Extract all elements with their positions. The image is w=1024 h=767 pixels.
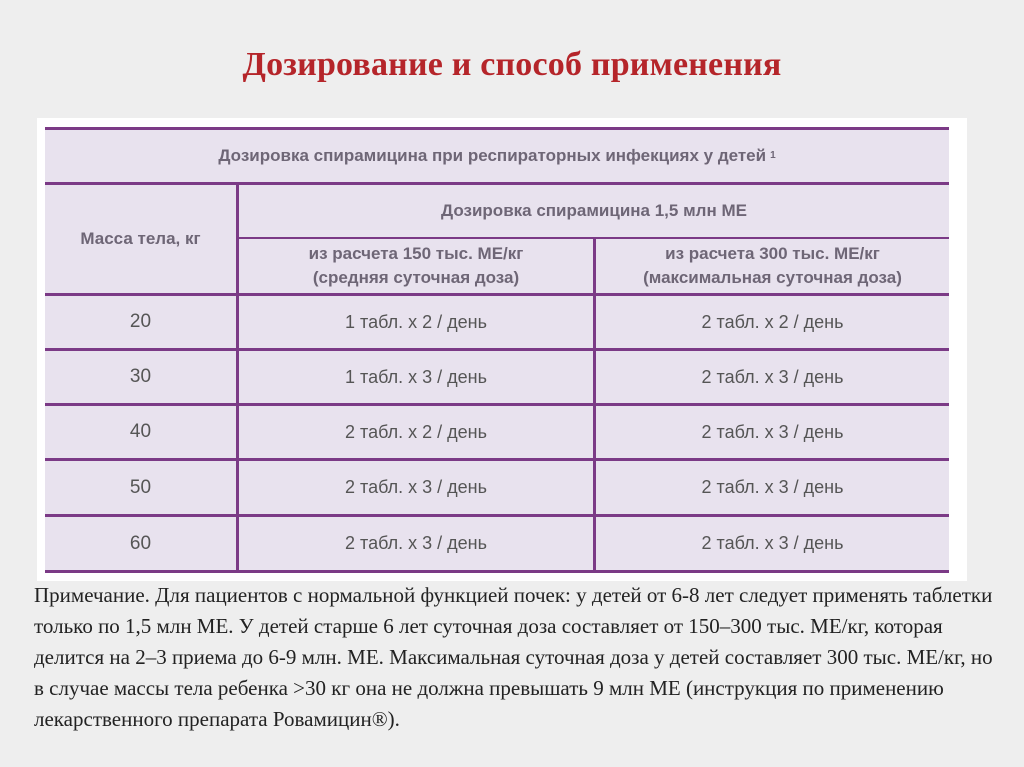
- table-caption: [45, 130, 949, 182]
- dose-300-column-header: [596, 239, 949, 293]
- caption-footnote-marker: 1: [770, 150, 776, 161]
- dose-300-cell: 2 табл. х 3 / день: [701, 533, 844, 553]
- table-border-bottom: [45, 570, 949, 573]
- weight-cell: 30: [129, 366, 152, 387]
- page-title: Дозирование и способ применения: [242, 46, 782, 83]
- dose-150-cell: 1 табл. х 3 / день: [345, 366, 487, 387]
- dose-300-cell: 2 табл. х 3 / день: [701, 366, 844, 387]
- dose-150-cell: 2 табл. х 2 / день: [345, 421, 487, 442]
- weight-cell: 50: [129, 476, 152, 498]
- dose-150-column-header: [239, 239, 593, 293]
- weight-column-header: Масса тела, кг: [80, 229, 201, 248]
- dose-300-cell: 2 табл. х 2 / день: [701, 311, 844, 332]
- note-text: Примечание. Для пациентов с нормальной функцией почек: у детей от 6-8 лет следует применять таблетки только по 1,5 млн МЕ. У детей старше 6 лет суточная доза составляет от 150–300 тыс. МЕ/кг, которая делится на 2–3 приема до 6-9 млн. МЕ. Максимальная суточная доза у детей составляет 300 тыс. МЕ/кг, но в случае массы тела ребенка >30 кг она не должна превышать 9 млн МЕ (инструкция по применению лекарственного препарата Ровамицин®).: [34, 583, 993, 731]
- dose-150-header-line2: (средняя суточная доза): [312, 268, 520, 287]
- dose-150-cell: 1 табл. х 2 / день: [345, 311, 487, 332]
- dose-150-cell: 2 табл. х 3 / день: [345, 477, 487, 497]
- dose-150-cell: 2 табл. х 3 / день: [345, 533, 487, 553]
- dose-150-header-line1: из расчета 150 тыс. МЕ/кг: [308, 244, 524, 263]
- table-caption-text: Дозировка спирамицина при респираторных инфекциях у детей: [218, 146, 767, 165]
- dose-300-cell: 2 табл. х 3 / день: [701, 477, 844, 497]
- dose-300-header-line1: из расчета 300 тыс. МЕ/кг: [665, 244, 880, 263]
- dose-300-cell: 2 табл. х 3 / день: [701, 421, 844, 442]
- weight-cell: 40: [129, 421, 152, 442]
- weight-cell: 20: [129, 311, 152, 332]
- dose-300-header-line2: (максимальная суточная доза): [643, 268, 902, 287]
- dose-group-header: Дозировка спирамицина 1,5 млн МЕ: [441, 201, 747, 220]
- dosage-table: [45, 127, 949, 573]
- weight-cell: 60: [129, 532, 152, 554]
- table-panel: [37, 118, 967, 581]
